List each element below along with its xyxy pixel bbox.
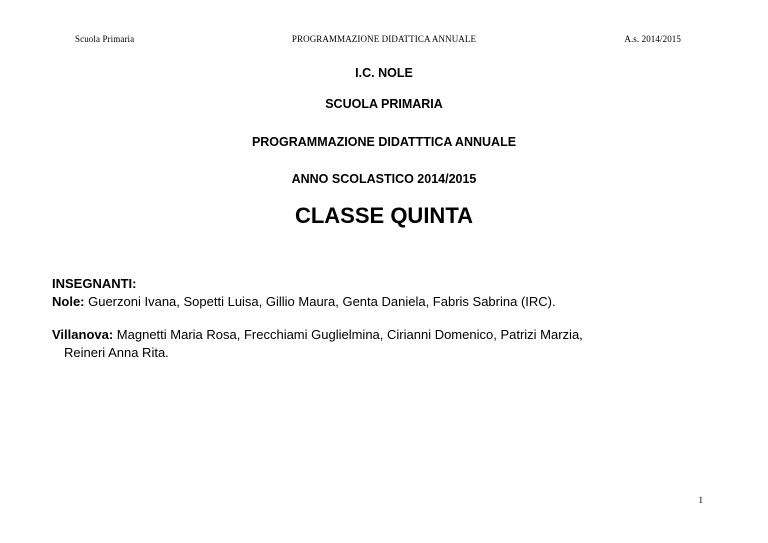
page-number: 1 (698, 495, 703, 505)
nole-label: Nole: (52, 294, 85, 309)
villanova-teachers-names: Magnetti Maria Rosa, Frecchiami Guglielmina, Cirianni Domenico, Patrizi Marzia, (113, 327, 583, 342)
programme-title: PROGRAMMAZIONE DIDATTTICA ANNUALE (251, 135, 517, 149)
school-year: ANNO SCOLASTICO 2014/2015 (291, 172, 477, 186)
nole-teachers-row (52, 293, 692, 311)
villanova-teachers-names-continued: Reineri Anna Rita. (64, 345, 169, 360)
section-spacer (52, 311, 692, 326)
school-level: SCUOLA PRIMARIA (325, 97, 443, 111)
header-right-text: A.s. 2014/2015 (624, 34, 681, 44)
teachers-section (52, 275, 692, 362)
nole-teachers-names: Guerzoni Ivana, Sopetti Luisa, Gillio Maura, Genta Daniela, Fabris Sabrina (IRC). (84, 294, 556, 309)
class-title: CLASSE QUINTA (294, 203, 474, 228)
teachers-heading: INSEGNANTI: (52, 276, 137, 291)
villanova-teachers-row (52, 326, 692, 344)
school-name: I.C. NOLE (355, 66, 413, 80)
header-center-text: PROGRAMMAZIONE DIDATTICA ANNUALE (291, 34, 477, 44)
villanova-label: Villanova: (52, 327, 114, 342)
header-left-text: Scuola Primaria (75, 34, 135, 44)
